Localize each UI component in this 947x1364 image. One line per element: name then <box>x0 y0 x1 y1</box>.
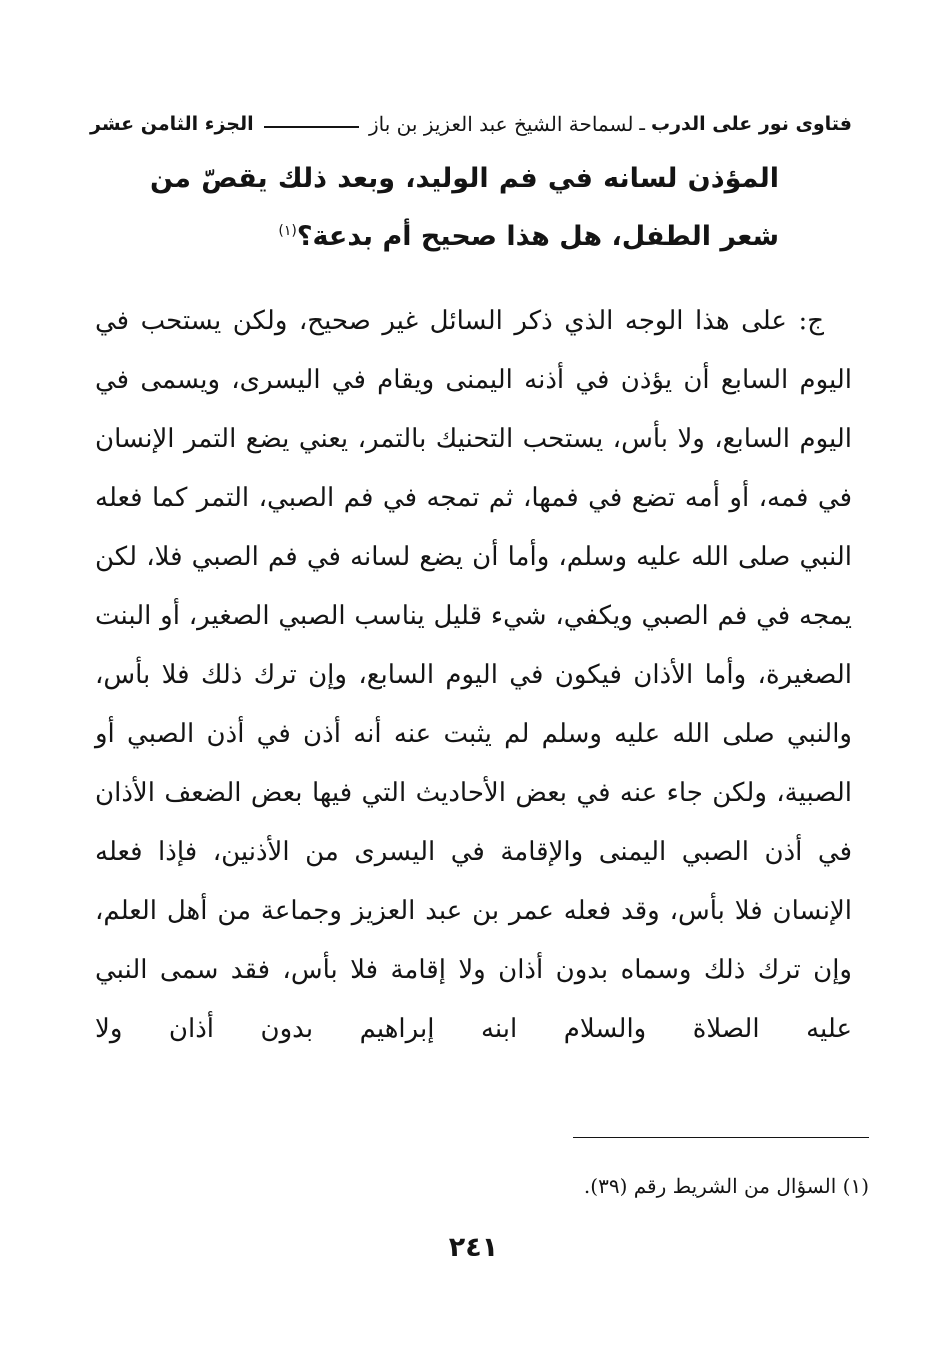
author-name: لسماحة الشيخ عبد العزيز بن باز <box>369 112 634 136</box>
question-text <box>150 150 779 266</box>
header-rule <box>264 126 359 128</box>
page-number: ٢٤١ <box>448 1232 499 1263</box>
footnote-reference: (١) <box>278 223 297 239</box>
book-title: فتاوى نور على الدرب <box>651 113 852 135</box>
question-body: المؤذن لسانه في فم الوليد، وبعد ذلك يقصّ من شعر الطفل، هل هذا صحيح أم بدعة؟ <box>150 163 779 252</box>
header-separator: ـ <box>639 113 645 135</box>
footnote: (١) السؤال من الشريط رقم (٣٩). <box>583 1174 869 1198</box>
volume-label: الجزء الثامن عشر <box>90 113 254 135</box>
footnote-divider <box>573 1137 869 1138</box>
answer-text: ج: على هذا الوجه الذي ذكر السائل غير صحيح، ولكن يستحب في اليوم السابع أن يؤذن في أذنه اليمنى ويقام في اليسرى، ويسمى في اليوم السابع، ولا بأس، يستحب التحنيك بالتمر، يعني يضع التمر الإنسان في فمه، أو أمه تضع في فمها، ثم تمجه في فم الصبي، التمر كما فعله النبي صلى الله عليه وسلم، وأما أن يضع لسانه في فم الصبي فلا، لكن يمجه في فم الصبي ويكفي، شيء قليل يناسب الصبي الصغير، أو البنت الصغيرة، وأما الأذان فيكون في اليوم السابع، وإن ترك ذلك فلا بأس، والنبي صلى الله عليه وسلم لم يثبت عنه أنه أذن في أذن الصبي أو الصبية، ولكن جاء عنه في بعض الأحاديث التي فيها بعض الضعف الأذان في أذن الصبي اليمنى والإقامة في اليسرى من الأذنين، فإذا فعله الإنسان فلا بأس، وقد فعله عمر بن عبد العزيز وجماعة من أهل العلم، وإن ترك ذلك وسماه بدون أذان ولا إقامة فلا بأس، فقد سمى النبي عليه الصلاة والسلام ابنه إبراهيم بدون أذان ولا <box>95 306 852 1044</box>
running-header <box>90 104 852 144</box>
